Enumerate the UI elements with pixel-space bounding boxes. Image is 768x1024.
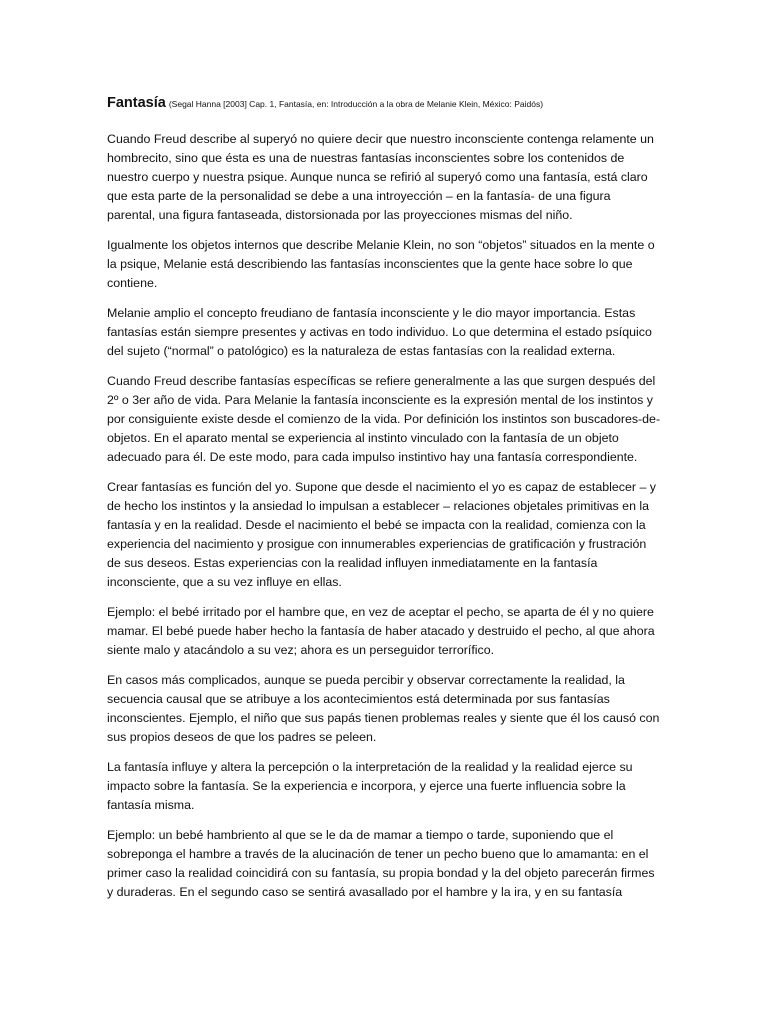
paragraph-3: Melanie amplio el concepto freudiano de fantasía inconsciente y le dio mayor importancia. Estas fantasías están siempre presentes y activas en todo individuo. Lo que determina el estado psíquico del sujeto (“normal” o patológico) es la naturaleza de estas fantasías con la realidad externa. [107,306,652,358]
paragraph-1: Cuando Freud describe al superyó no quiere decir que nuestro inconsciente contenga relamente un hombrecito, sino que ésta es una de nuestras fantasías inconscientes sobre los contenidos de nuestro cuerpo y nuestra psique. Aunque nunca se refirió al superyó como una fantasía, está claro que esta parte de la personalidad se debe a una introyección – en la fantasía- de una figura parental, una figura fantaseada, distorsionada por las proyecciones mismas del niño. [107,132,654,222]
document-heading [107,93,661,114]
paragraph-6: Ejemplo: el bebé irritado por el hambre que, en vez de aceptar el pecho, se aparta de él y no quiere mamar. El bebé puede haber hecho la fantasía de haber atacado y destruido el pecho, al que ahora siente malo y atacándolo a su vez; ahora es un perseguidor terrorífico. [107,605,655,657]
document-page [107,93,661,913]
paragraph-7: En casos más complicados, aunque se pueda percibir y observar correctamente la realidad, la secuencia causal que se atribuye a los acontecimientos está determinada por sus fantasías inconscientes. Ejemplo, el niño que sus papás tienen problemas reales y siente que él los causó con sus propios deseos de que los padres se peleen. [107,673,660,744]
paragraph-8: La fantasía influye y altera la percepción o la interpretación de la realidad y la realidad ejerce su impacto sobre la fantasía. Se la experiencia e incorpora, y ejerce una fuerte influencia sobre la fantasía misma. [107,760,633,812]
paragraph-5: Crear fantasías es función del yo. Supone que desde el nacimiento el yo es capaz de establecer – y de hecho los instintos y la ansiedad lo impulsan a establecer – relaciones objetales primitivas en la fantasía y en la realidad. Desde el nacimiento el bebé se impacta con la realidad, comienza con la experiencia del nacimiento y prosigue con innumerables experiencias de gratificación y frustración de sus deseos. Estas experiencias con la realidad influyen inmediatamente en la fantasía inconsciente, que a su vez influye en ellas. [107,480,656,589]
paragraph-9: Ejemplo: un bebé hambriento al que se le da de mamar a tiempo o tarde, suponiendo que el sobreponga el hambre a través de la alucinación de tener un pecho bueno que lo amamanta: en el primer caso la realidad coincidirá con su fantasía, su propia bondad y la del objeto parecerán firmes y duraderas. En el segundo caso se sentirá avasallado por el hambre y la ira, y en su fantasía [107,828,655,899]
paragraph-4: Cuando Freud describe fantasías específicas se refiere generalmente a las que surgen después del 2º o 3er año de vida. Para Melanie la fantasía inconsciente es la expresión mental de los instintos y por consiguiente existe desde el comienzo de la vida. Por definición los instintos son buscadores-de-objetos. En el aparato mental se experiencia al instinto vinculado con la fantasía de un objeto adecuado para él. De este modo, para cada impulso instintivo hay una fantasía correspondiente. [107,374,661,464]
document-reference: (Segal Hanna [2003] Cap. 1, Fantasía, en: Introducción a la obra de Melanie Klein, México: Paidós) [168,99,544,109]
paragraph-2: Igualmente los objetos internos que describe Melanie Klein, no son “objetos” situados en la mente o la psique, Melanie está describiendo las fantasías inconscientes que la gente hace sobre lo que contiene. [107,238,655,290]
document-title: Fantasía [107,95,166,111]
